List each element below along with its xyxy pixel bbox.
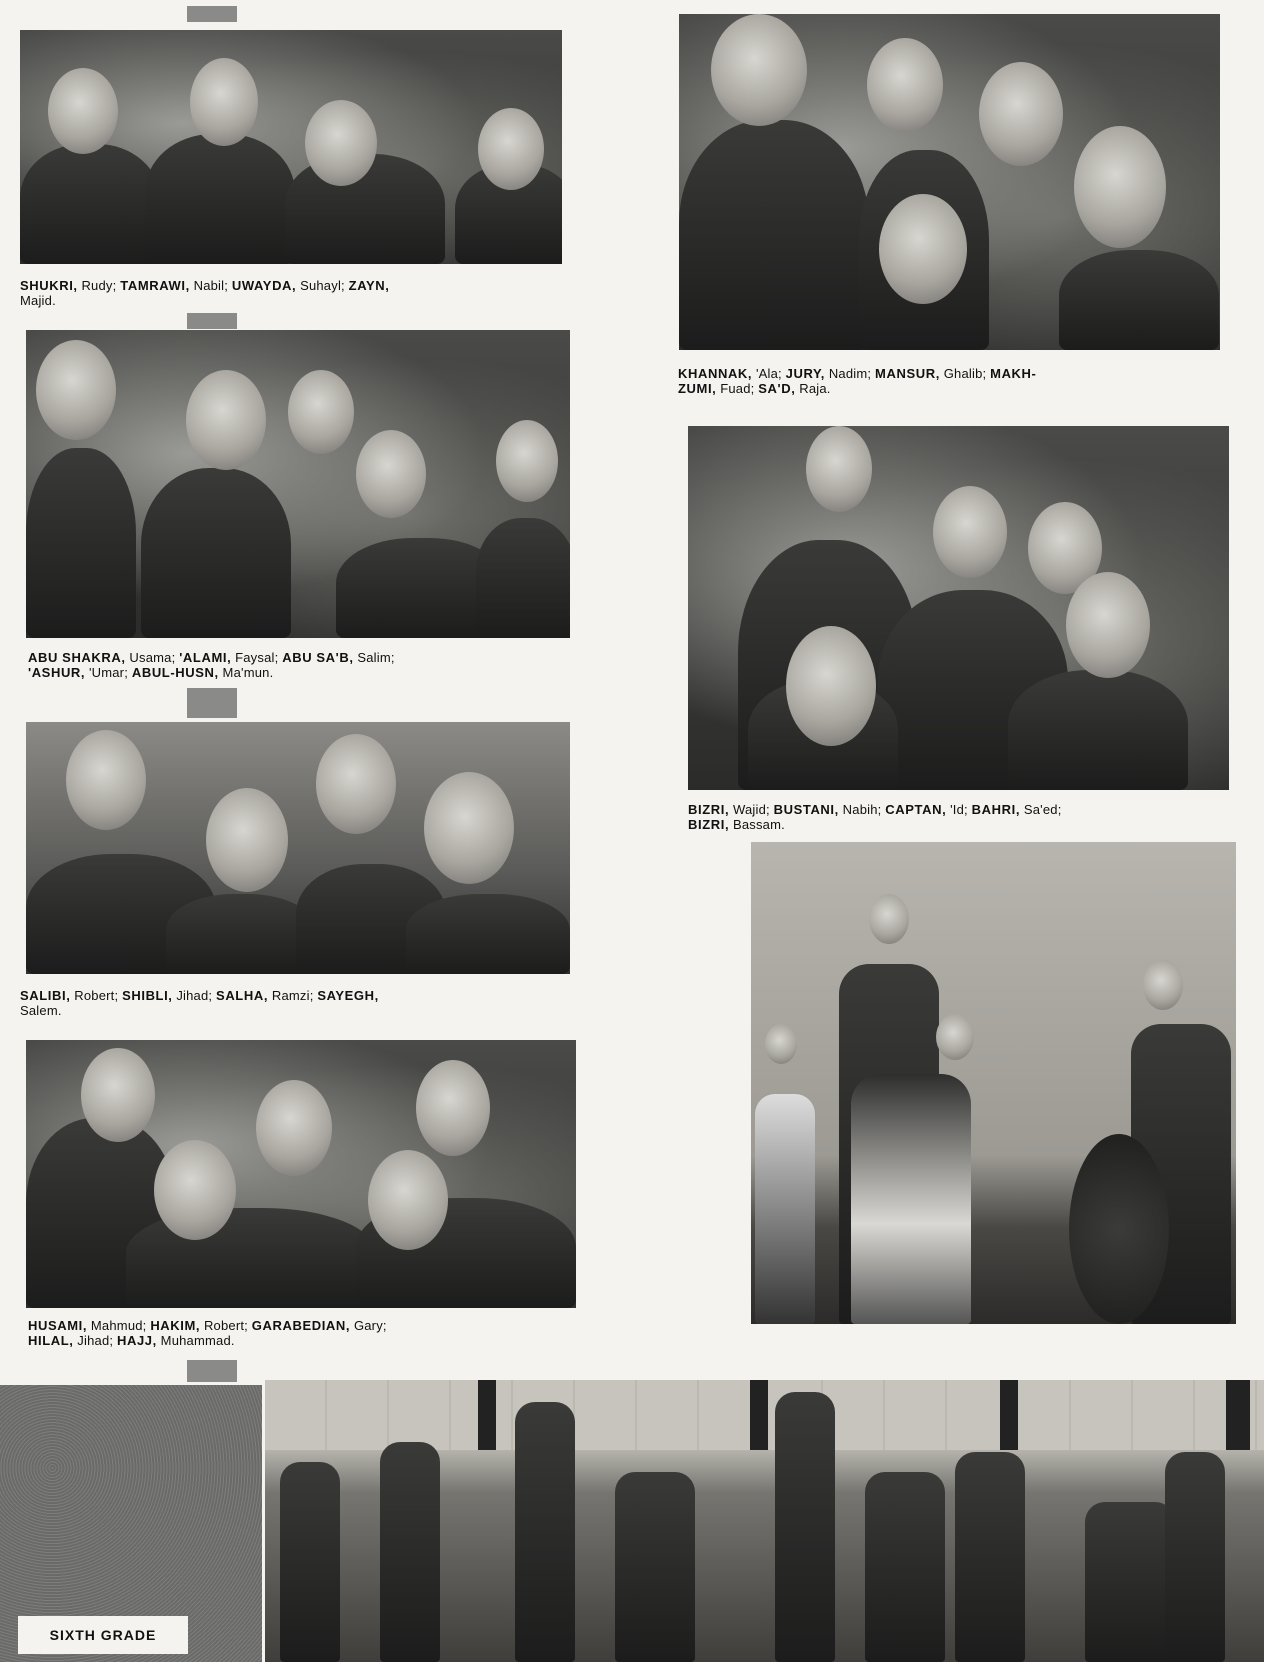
grade-label: SIXTH GRADE: [18, 1616, 188, 1654]
caption-photo-3: SALIBI, Robert; SHIBLI, Jihad; SALHA, Ramzi; SAYEGH, Salem.: [20, 988, 379, 1018]
group-photo-5: [679, 14, 1220, 350]
caption-photo-2: ABU SHAKRA, Usama; 'ALAMI, Faysal; ABU SA'B, Salim; 'ASHUR, 'Umar; ABUL-HUSN, Ma'mun.: [28, 650, 395, 680]
planting-photo: [751, 842, 1236, 1324]
photo-tab: [187, 6, 237, 22]
group-photo-4: [26, 1040, 576, 1308]
group-photo-6: [688, 426, 1229, 790]
group-photo-3: [26, 722, 570, 974]
photo-tab: [187, 688, 237, 718]
group-photo-2: [26, 330, 570, 638]
photo-tab: [187, 313, 237, 329]
group-photo-1: [20, 30, 562, 264]
caption-photo-6: BIZRI, Wajid; BUSTANI, Nabih; CAPTAN, 'Id; BAHRI, Sa'ed; BIZRI, Bassam.: [688, 802, 1062, 832]
caption-photo-5: KHANNAK, 'Ala; JURY, Nadim; MANSUR, Ghalib; MAKH- ZUMI, Fuad; SA'D, Raja.: [678, 366, 1037, 396]
caption-photo-1: SHUKRI, Rudy; TAMRAWI, Nabil; UWAYDA, Suhayl; ZAYN, Majid.: [20, 278, 390, 308]
work-photo: [265, 1380, 1264, 1662]
caption-photo-4: HUSAMI, Mahmud; HAKIM, Robert; GARABEDIAN, Gary; HILAL, Jihad; HAJJ, Muhammad.: [28, 1318, 387, 1348]
photo-tab: [187, 1360, 237, 1382]
